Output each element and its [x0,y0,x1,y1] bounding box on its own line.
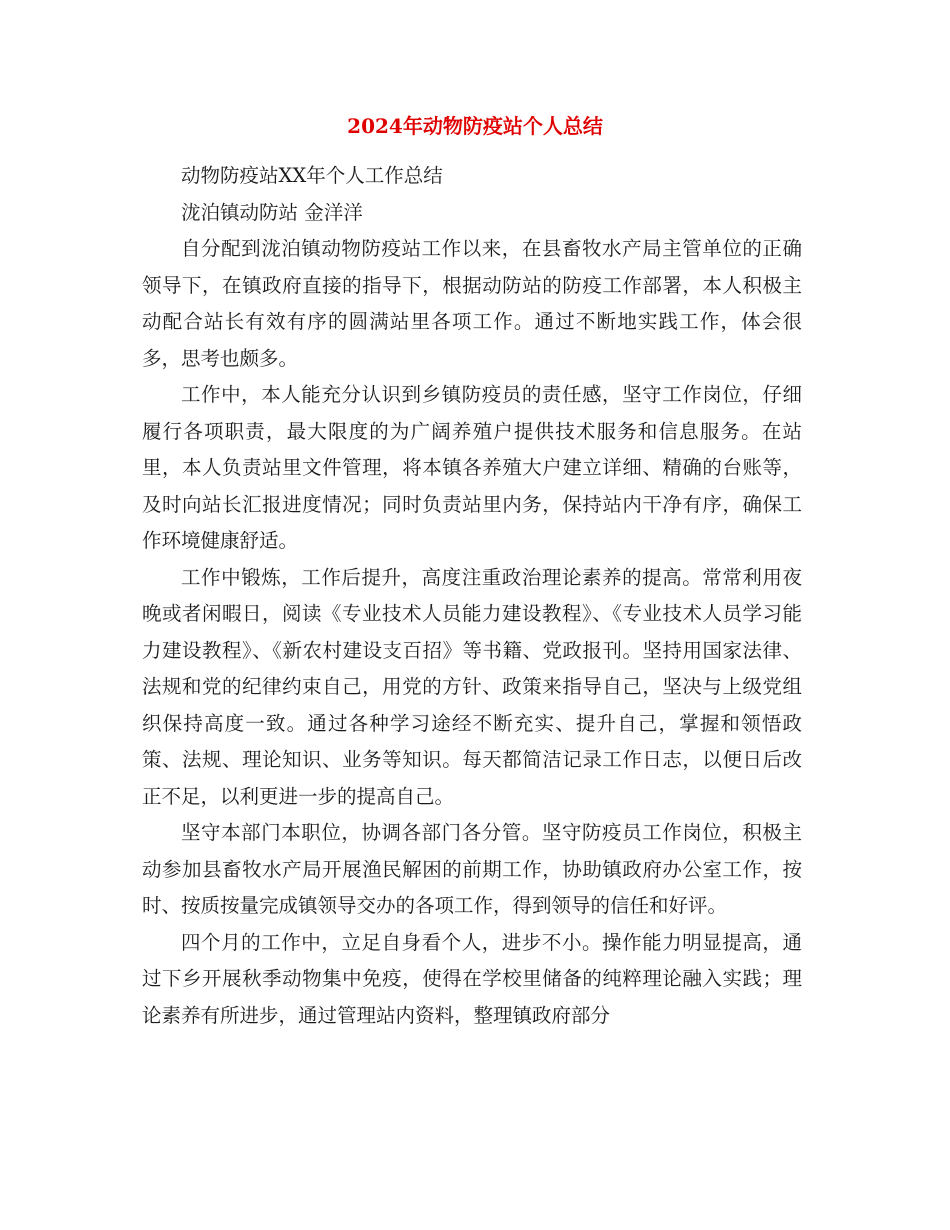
paragraph-author: 泷泊镇动防站 金洋洋 [181,200,363,224]
paragraph: 工作中，本人能充分认识到乡镇防疫员的责任感，坚守工作岗位，仔细履行各项职责，最大限度的为广阔养殖户提供技术服务和信息服务。在站里，本人负责站里文件管理，将本镇各养殖大户建立详细、精确的台账等，及时向站长汇报进度情况；同时负责站里内务，保持站内干净有序，确保工作环境健康舒适。 [142,383,802,552]
paragraph: 自分配到泷泊镇动物防疫站工作以来，在县畜牧水产局主管单位的正确领导下，在镇政府直接的指导下，根据动防站的防疫工作部署，本人积极主动配合站长有效有序的圆满站里各项工作。通过不断地实践工作，体会很多，思考也颇多。 [142,237,802,370]
paragraph: 工作中锻炼，工作后提升，高度注重政治理论素养的提高。常常利用夜晚或者闲暇日，阅读《专业技术人员能力建设教程》、《专业技术人员学习能力建设教程》、《新农村建设支百招》等书籍、党政报刊。坚持用国家法律、法规和党的纪律约束自己，用党的方针、政策来指导自己，坚决与上级党组织保持高度一致。通过各种学习途经不断充实、提升自己，掌握和领悟政策、法规、理论知识、业务等知识。每天都简洁记录工作日志，以便日后改正不足，以利更进一步的提高自己。 [142,565,802,808]
paragraph: 四个月的工作中，立足自身看个人，进步不小。操作能力明显提高，通过下乡开展秋季动物集中免疫，使得在学校里储备的纯粹理论融入实践；理论素养有所进步，通过管理站内资料，整理镇政府部分 [142,930,802,1027]
document-title: 2024年动物防疫站个人总结 [347,114,603,138]
paragraph-subtitle: 动物防疫站XX年个人工作总结 [181,164,443,187]
document-body [142,158,802,1034]
paragraph: 坚守本部门本职位，协调各部门各分管。坚守防疫员工作岗位，积极主动参加县畜牧水产局开展渔民解困的前期工作，协助镇政府办公室工作，按时、按质按量完成镇领导交办的各项工作，得到领导的信任和好评。 [142,821,802,917]
